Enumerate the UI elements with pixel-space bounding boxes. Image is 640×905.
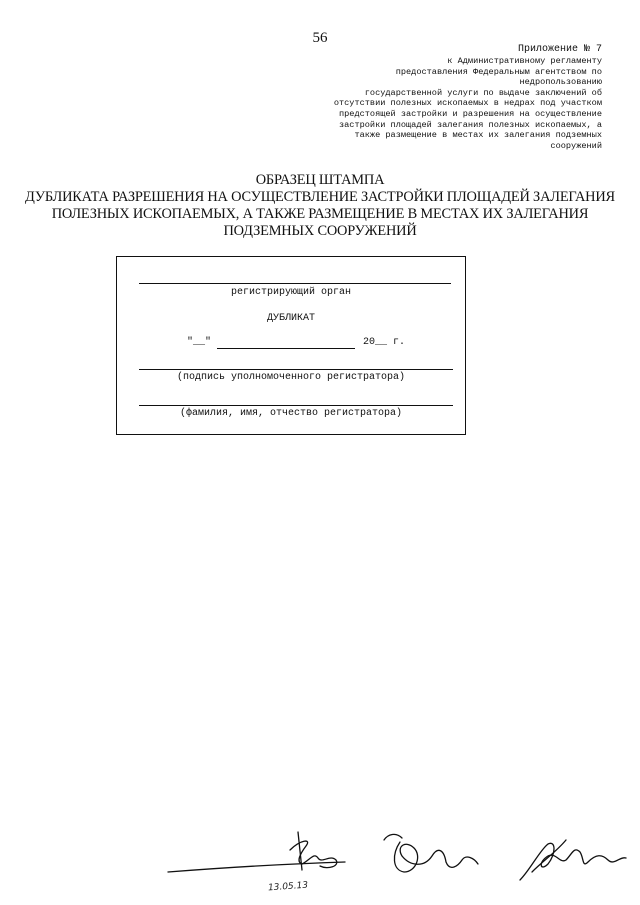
- signature-caption: (подпись уполномоченного регистратора): [176, 372, 406, 383]
- signature-line: [139, 369, 453, 370]
- stamp-frame: [116, 256, 466, 435]
- appendix-line: предстоящей застройки и разрешения на осуществление: [338, 108, 602, 119]
- appendix-line: предоставления Федеральным агентством по: [395, 66, 602, 77]
- appendix-line: также размещение в местах их залегания подземных: [354, 130, 602, 141]
- appendix-line: сооружений: [550, 140, 602, 151]
- appendix-block: [302, 44, 602, 151]
- registering-body-label: регистрирующий орган: [230, 287, 352, 298]
- document-title: [20, 172, 620, 240]
- signature-date: 13.05.13: [267, 880, 309, 894]
- registering-body-line: [139, 283, 451, 284]
- name-line: [139, 405, 453, 406]
- date-month-line: [217, 348, 355, 349]
- appendix-line: отсутствии полезных ископаемых в недрах под участком: [333, 98, 602, 109]
- appendix-line: государственной услуги по выдаче заключений об: [364, 87, 602, 98]
- signatures-area: [0, 810, 640, 905]
- title-line: ПОЛЕЗНЫХ ИСКОПАЕМЫХ, А ТАКЖЕ РАЗМЕЩЕНИЕ В МЕСТАХ ИХ ЗАЛЕГАНИЯ: [51, 206, 589, 222]
- name-caption: (фамилия, имя, отчество регистратора): [179, 408, 403, 419]
- appendix-line: недропользованию: [519, 77, 602, 88]
- duplicate-label: ДУБЛИКАТ: [266, 313, 315, 324]
- title-line: ДУБЛИКАТА РАЗРЕШЕНИЯ НА ОСУЩЕСТВЛЕНИЕ ЗАСТРОЙКИ ПЛОЩАДЕЙ ЗАЛЕГАНИЯ: [25, 189, 615, 205]
- date-day: "__": [187, 337, 212, 348]
- title-line: ПОДЗЕМНЫХ СООРУЖЕНИЙ: [223, 223, 417, 239]
- appendix-line: застройки площадей залегания полезных ископаемых, а: [338, 119, 602, 130]
- signature-1: [0, 810, 640, 905]
- page-number: 56: [312, 30, 328, 46]
- date-year: 20__ г.: [363, 337, 406, 348]
- appendix-line: к Административному регламенту: [447, 56, 602, 66]
- title-line: ОБРАЗЕЦ ШТАМПА: [255, 172, 385, 188]
- appendix-title: Приложение № 7: [517, 44, 602, 55]
